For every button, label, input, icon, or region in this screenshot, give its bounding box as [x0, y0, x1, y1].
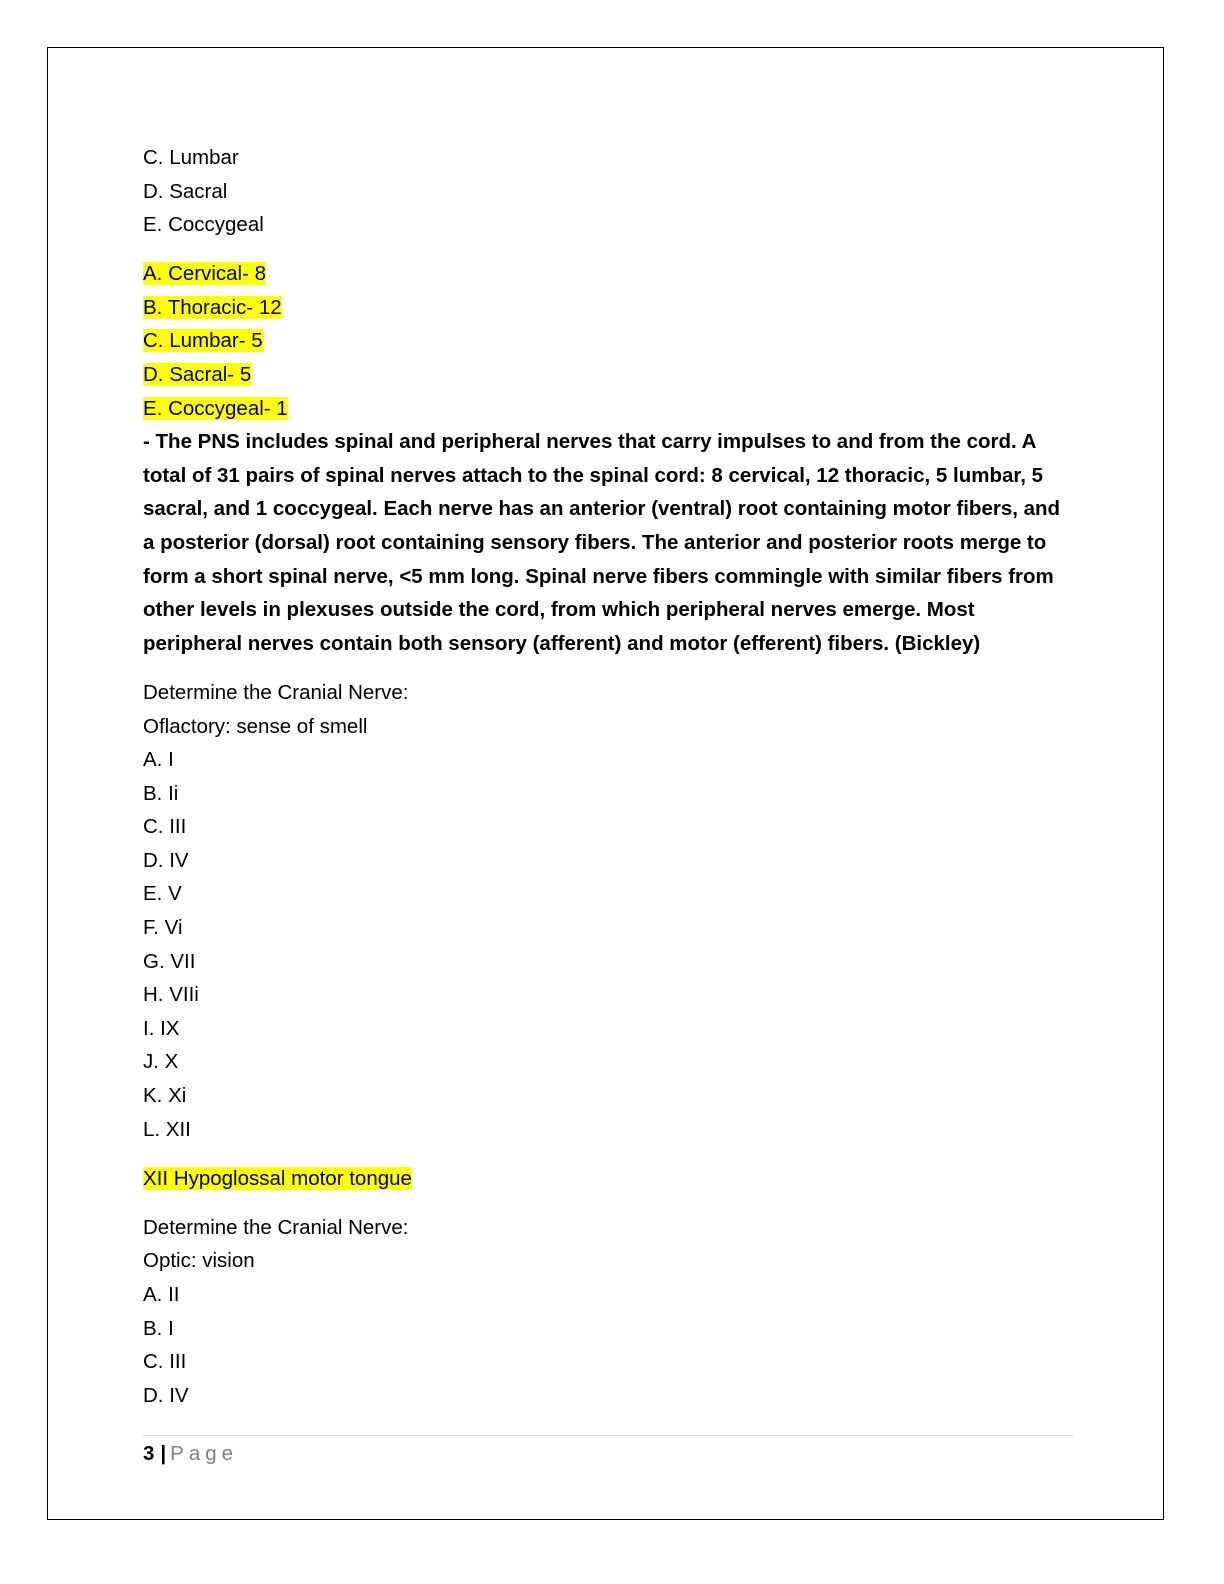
- highlighted-answer: C. Lumbar- 5: [143, 329, 263, 353]
- spacer: [143, 1195, 1073, 1211]
- option-line: K. Xi: [143, 1084, 187, 1108]
- answer-line: [143, 392, 1073, 426]
- option-line: E. V: [143, 882, 182, 906]
- answer-line: [143, 1162, 1073, 1196]
- footer-separator: |: [160, 1442, 167, 1465]
- option-line: C. III: [143, 815, 187, 839]
- question-item: Oflactory: sense of smell: [143, 714, 368, 738]
- option-line: H. VIIi: [143, 983, 199, 1007]
- spacer: [143, 1146, 1073, 1162]
- option-line: B. I: [143, 1316, 174, 1340]
- footer-divider: [143, 1435, 1073, 1436]
- option-line: E. Coccygeal: [143, 213, 264, 237]
- page-footer: [143, 1440, 238, 1468]
- answer-line: [143, 324, 1073, 358]
- explanation-paragraph: - The PNS includes spinal and peripheral nerves that carry impulses to and from the cord. A total of 31 pairs of spinal nerves attach to the spinal cord: 8 cervical, 12 thoracic, 5 lumbar, 5 sacral, and 1 coccygeal. Each nerve has an anterior (ventral) root containing motor fibers, and a posterior (dorsal) root containing sensory fibers. The anterior and posterior roots merge to form a short spinal nerve, <5 mm long. Spinal nerve fibers commingle with similar fibers from other levels in plexuses outside the cord, from which peripheral nerves emerge. Most peripheral nerves contain both sensory (afferent) and motor (efferent) fibers. (Bickley): [143, 430, 1061, 655]
- option-line: L. XII: [143, 1117, 191, 1141]
- question-prompt: Determine the Cranial Nerve:: [143, 680, 409, 704]
- highlighted-answer: XII Hypoglossal motor tongue: [143, 1166, 412, 1190]
- page-label: Page: [170, 1442, 239, 1465]
- page-content: [143, 141, 1073, 1412]
- option-line: D. IV: [143, 1383, 189, 1407]
- option-line: D. IV: [143, 848, 189, 872]
- option-line: A. II: [143, 1283, 180, 1306]
- option-line: D. Sacral: [143, 179, 228, 203]
- option-line: A. I: [143, 748, 174, 772]
- option-line: I. IX: [143, 1016, 180, 1040]
- highlighted-answer: B. Thoracic- 12: [143, 295, 282, 319]
- highlighted-answer: D. Sacral- 5: [143, 363, 252, 387]
- spacer: [143, 660, 1073, 676]
- page-number: 3: [143, 1442, 155, 1465]
- option-line: J. X: [143, 1050, 179, 1074]
- option-line: G. VII: [143, 949, 196, 973]
- answer-line: [143, 291, 1073, 325]
- answer-line: [143, 358, 1073, 392]
- option-line: C. Lumbar: [143, 146, 239, 169]
- question-prompt: Determine the Cranial Nerve:: [143, 1215, 409, 1239]
- option-line: C. III: [143, 1350, 187, 1374]
- highlighted-answer: E. Coccygeal- 1: [143, 396, 288, 420]
- answer-line: [143, 257, 1073, 291]
- option-line: B. Ii: [143, 781, 179, 805]
- highlighted-answer: A. Cervical- 8: [143, 262, 267, 286]
- spacer: [143, 242, 1073, 258]
- option-line: F. Vi: [143, 916, 183, 940]
- question-item: Optic: vision: [143, 1249, 255, 1273]
